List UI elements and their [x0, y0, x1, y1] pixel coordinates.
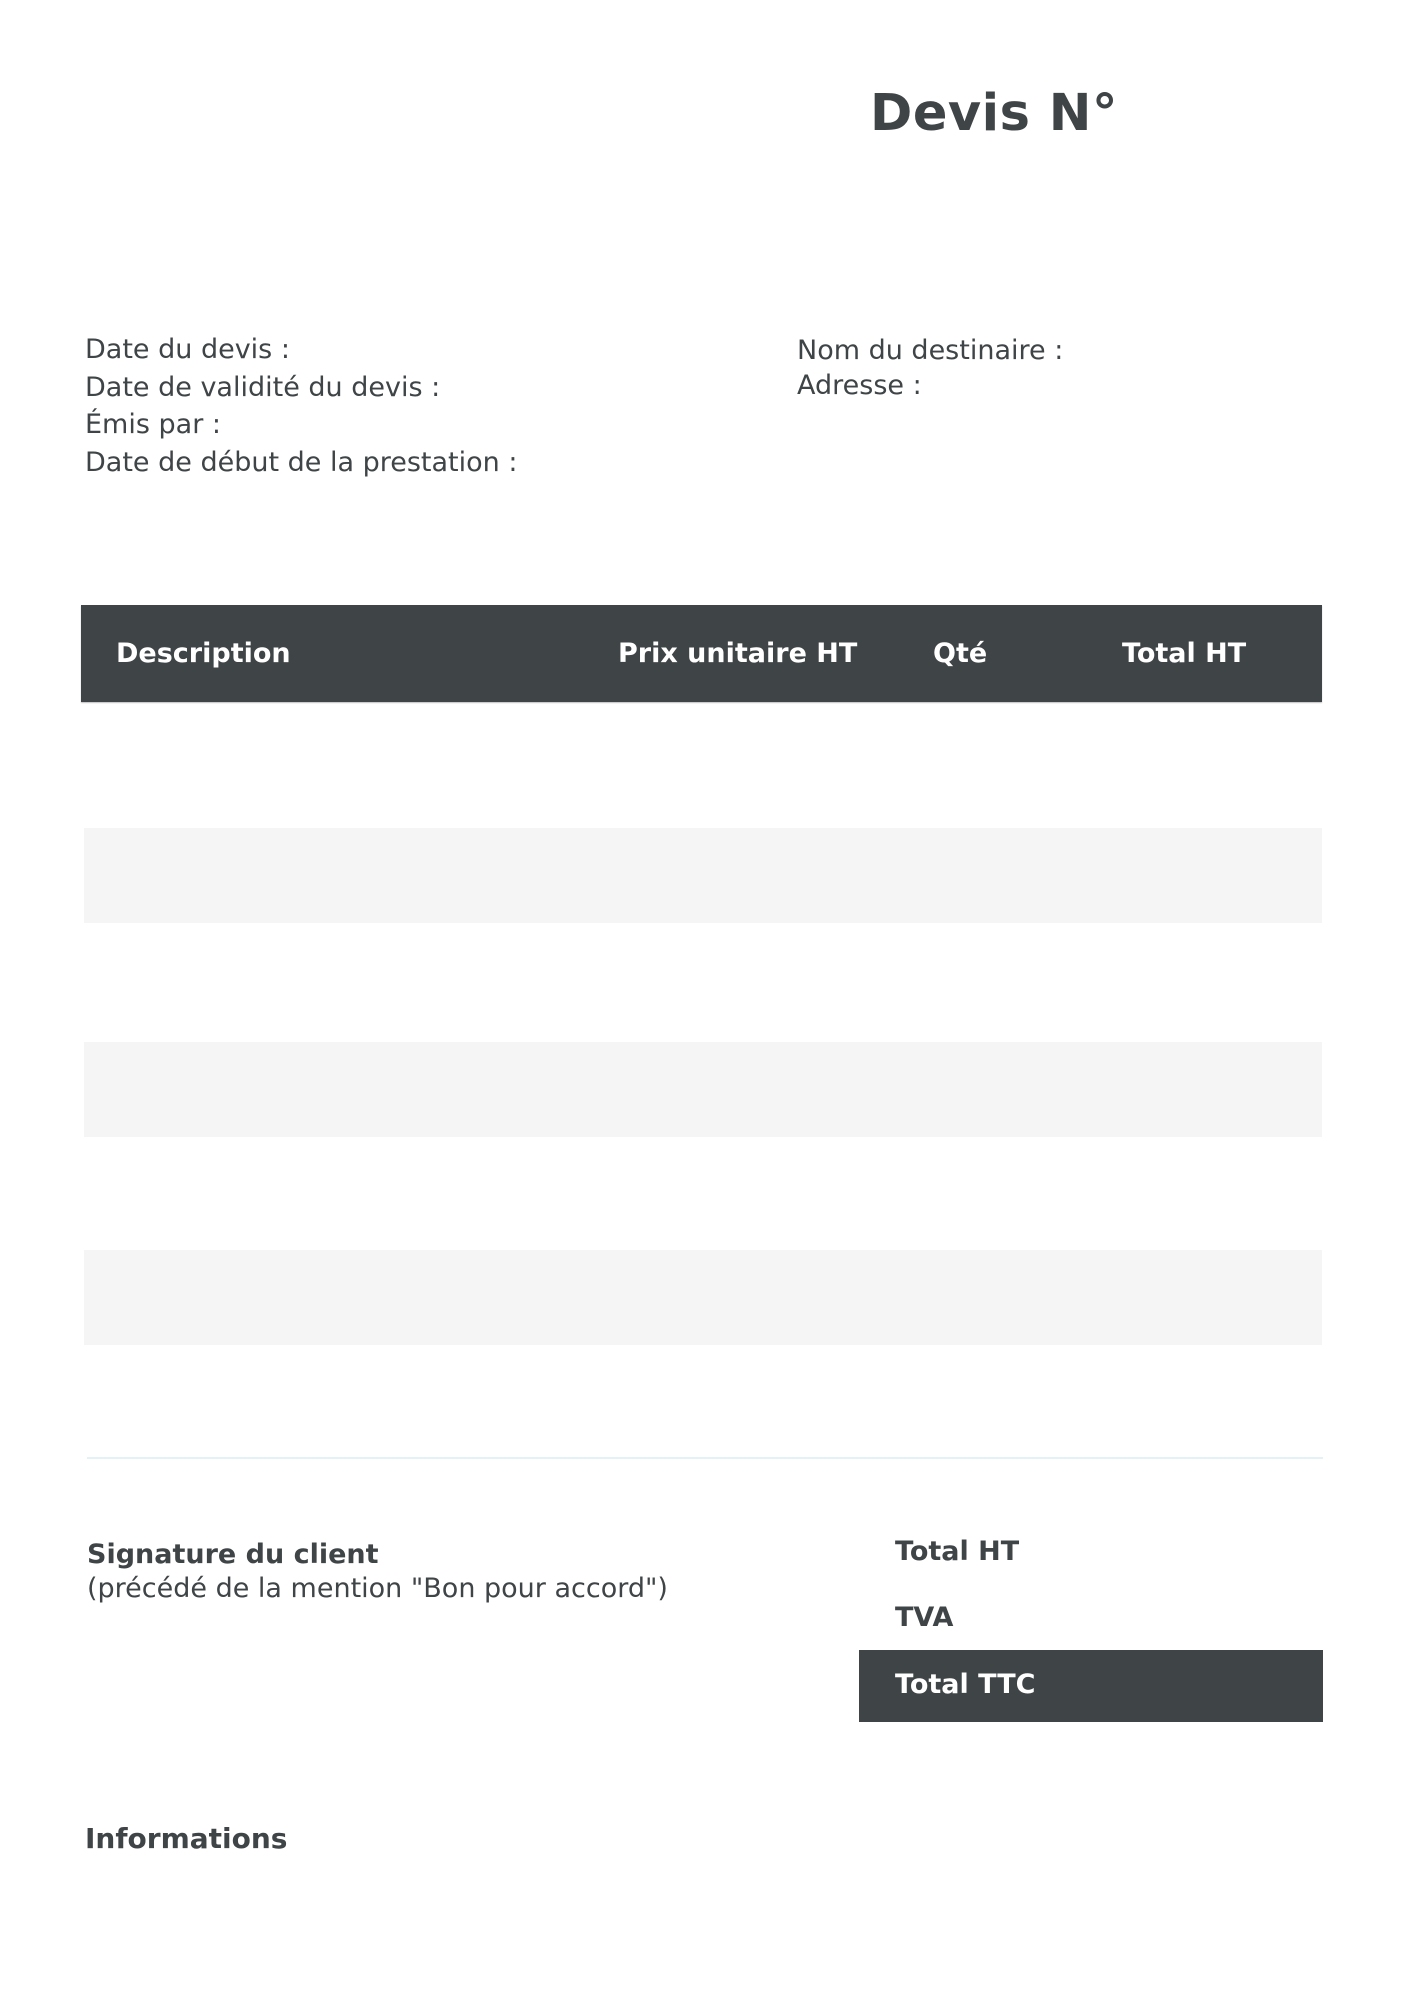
service-start-date-label: Date de début de la prestation : — [85, 447, 518, 479]
total-ttc-label: Total TTC — [895, 1669, 1036, 1700]
table-row — [84, 1155, 1322, 1250]
table-row — [84, 733, 1322, 828]
table-bottom-divider — [87, 1457, 1323, 1459]
total-ht-label: Total HT — [895, 1536, 1020, 1567]
column-header-description: Description — [116, 638, 291, 669]
document-title: Devis N° — [870, 84, 1118, 143]
table-row — [84, 1250, 1322, 1345]
recipient-info-block — [797, 333, 1063, 403]
tva-label: TVA — [895, 1602, 954, 1633]
table-row — [84, 1042, 1322, 1137]
issued-by-label: Émis par : — [85, 409, 221, 441]
column-header-unit-price: Prix unitaire HT — [618, 638, 858, 669]
quote-info-block — [85, 331, 517, 482]
quote-date-label: Date du devis : — [85, 334, 290, 365]
table-header — [81, 605, 1322, 702]
total-ttc-bar — [859, 1650, 1323, 1722]
signature-note: (précédé de la mention "Bon pour accord") — [87, 1573, 668, 1604]
recipient-name-label: Nom du destinaire : — [797, 335, 1064, 366]
table-row — [84, 947, 1322, 1042]
recipient-address-label: Adresse : — [797, 370, 922, 401]
column-header-quantity: Qté — [933, 638, 988, 669]
table-row — [84, 828, 1322, 923]
quote-validity-label: Date de validité du devis : — [85, 371, 441, 403]
signature-block — [87, 1538, 668, 1606]
column-header-total-ht: Total HT — [1122, 638, 1247, 669]
informations-heading: Informations — [85, 1822, 288, 1855]
table-row — [84, 1345, 1322, 1440]
signature-title: Signature du client — [87, 1539, 379, 1570]
